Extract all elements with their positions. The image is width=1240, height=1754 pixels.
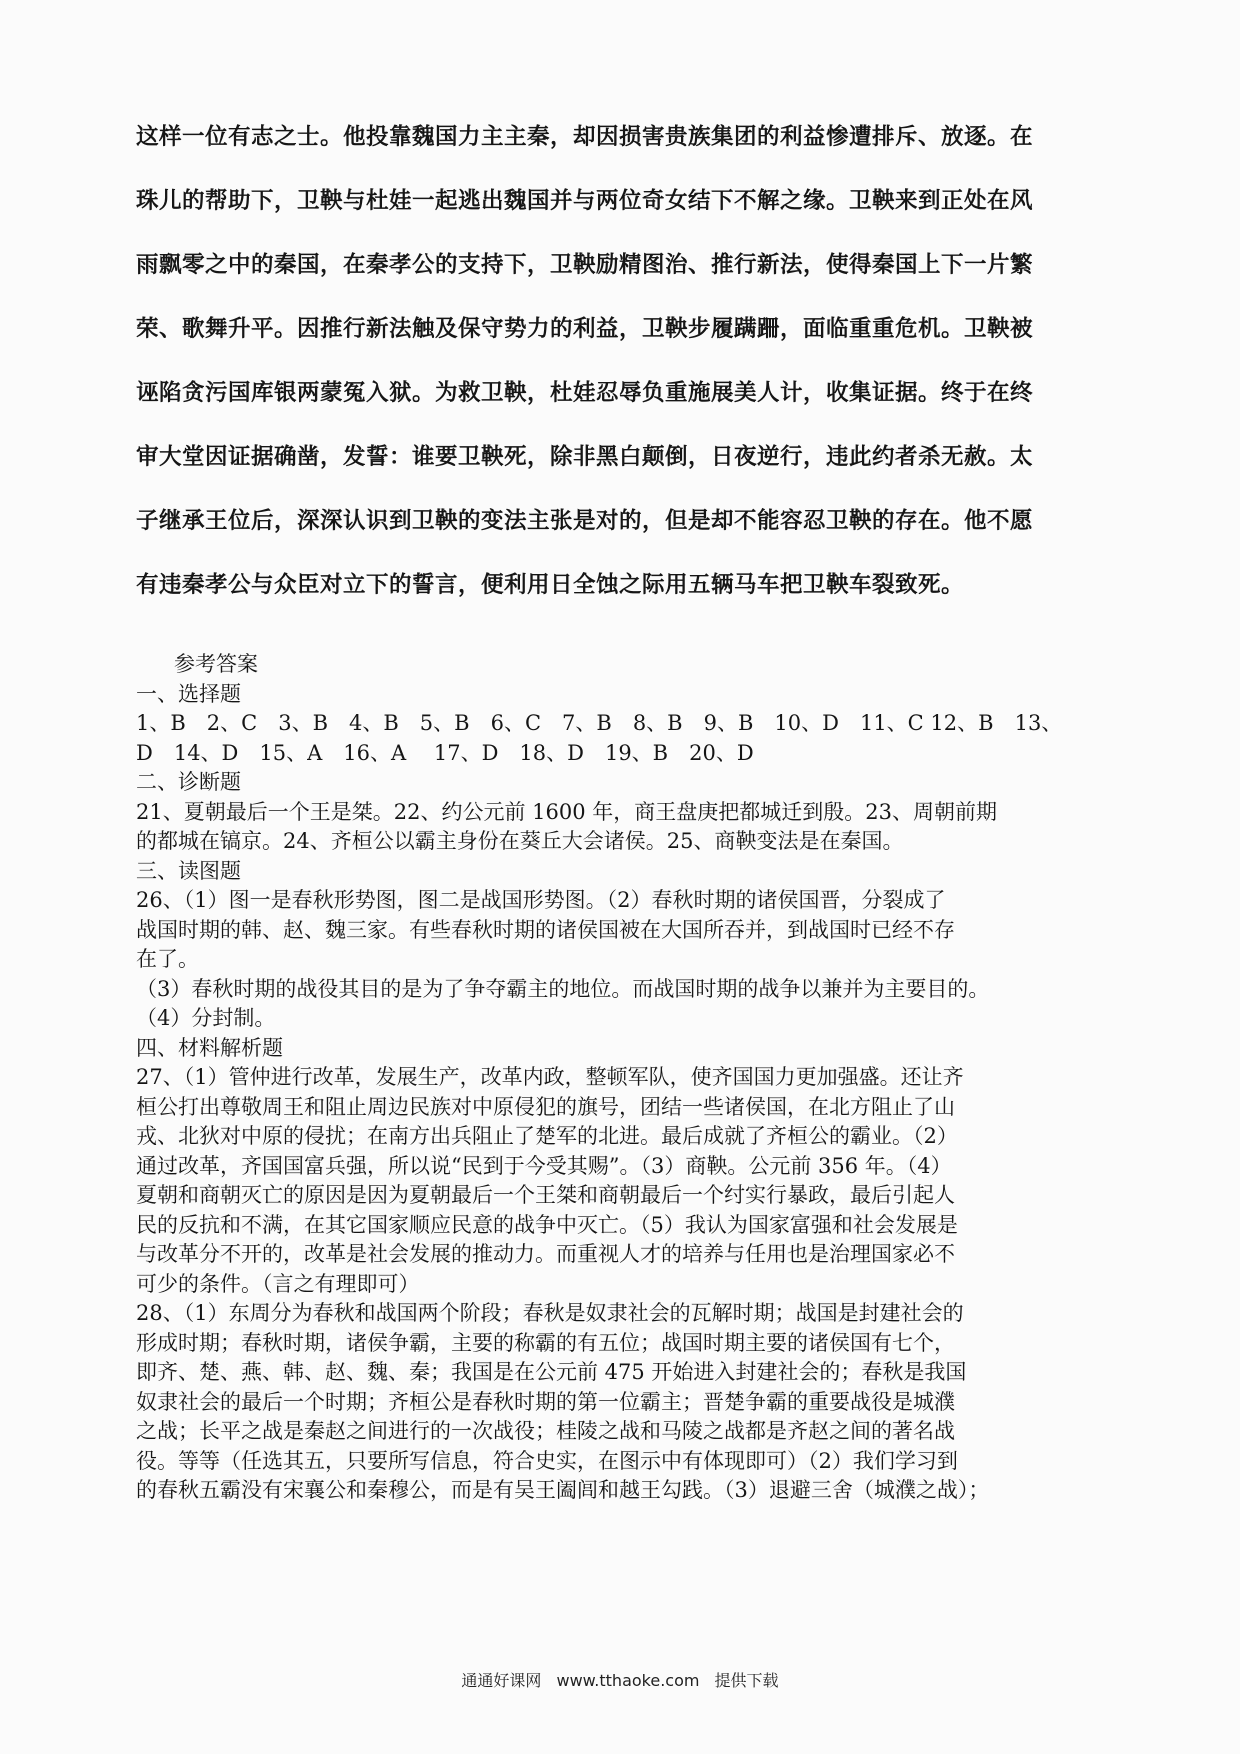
story-line: 子继承王位后，深深认识到卫鞅的变法主张是对的，但是却不能容忍卫鞅的存在。他不愿	[136, 508, 1034, 534]
section-heading-map-reading: 三、读图题	[136, 858, 241, 883]
answer-line: （4）分封制。	[136, 1006, 276, 1030]
story-line: 雨飘零之中的秦国，在秦孝公的支持下，卫鞅励精图治、推行新法，使得秦国上下一片繁	[136, 252, 1034, 278]
answer-line: 28、（1）东周分为春秋和战国两个阶段；春秋是奴隶社会的瓦解时期；战国是封建社会的	[136, 1301, 964, 1325]
section-heading-choice: 一、选择题	[136, 681, 241, 706]
answer-line: 通过改革，齐国国富兵强，所以说“民到于今受其赐”。（3）商鞅。公元前 356 年。（4）	[136, 1153, 952, 1178]
answer-line: 民的反抗和不满，在其它国家顺应民意的战争中灭亡。（5）我认为国家富强和社会发展是	[136, 1212, 958, 1237]
page-footer: 通通好课网 www.tthaoke.com 提供下载	[461, 1671, 779, 1690]
answer-line: 在了。	[136, 947, 199, 971]
answer-line: D 14、D 15、A 16、A 17、D 18、D 19、B 20、D	[136, 740, 754, 765]
answer-line: 役。等等（任选其五，只要所写信息，符合史实，在图示中有体现即可）（2）我们学习到	[136, 1448, 958, 1473]
answer-line: 1、B 2、C 3、B 4、B 5、B 6、C 7、B 8、B 9、B 10、D 11、C 12、B 13、	[136, 711, 1063, 735]
answer-line: 26、（1）图一是春秋形势图，图二是战国形势图。（2）春秋时期的诸侯国晋，分裂成了	[136, 888, 946, 912]
answer-line: 戎、北狄对中原的侵扰；在南方出兵阻止了楚军的北进。最后成就了齐桓公的霸业。（2）	[136, 1124, 958, 1148]
answer-line: （3）春秋时期的战役其目的是为了争夺霸主的地位。而战国时期的战争以兼并为主要目的。	[136, 976, 990, 1001]
answer-line: 奴隶社会的最后一个时期；齐桓公是春秋时期的第一位霸主；晋楚争霸的重要战役是城濮	[136, 1389, 955, 1414]
section-heading-material-analysis: 四、材料解析题	[136, 1035, 283, 1060]
story-line: 诬陷贪污国库银两蒙冤入狱。为救卫鞅，杜娃忍辱负重施展美人计，收集证据。终于在终	[136, 380, 1034, 406]
answer-line: 与改革分不开的，改革是社会发展的推动力。而重视人才的培养与任用也是治理国家必不	[136, 1242, 955, 1266]
story-line: 有违秦孝公与众臣对立下的誓言，便利用日全蚀之际用五辆马车把卫鞅车裂致死。	[136, 572, 965, 598]
answer-line: 即齐、楚、燕、韩、赵、魏、秦；我国是在公元前 475 开始进入封建社会的；春秋是我国	[136, 1360, 967, 1384]
section-heading-diagnosis: 二、诊断题	[136, 770, 241, 794]
story-line: 审大堂因证据确凿，发誓：谁要卫鞅死，除非黑白颠倒，日夜逆行，违此约者杀无赦。太	[136, 444, 1034, 470]
story-paragraph	[136, 105, 1116, 617]
answer-line: 的春秋五霸没有宋襄公和秦穆公，而是有吴王阖闾和越王勾践。（3）退避三舍（城濮之战）；	[136, 1478, 990, 1502]
answer-line: 的都城在镐京。24、齐桓公以霸主身份在葵丘大会诸侯。25、商鞅变法是在秦国。	[136, 829, 904, 853]
story-line: 这样一位有志之士。他投靠魏国力主主秦，却因损害贵族集团的利益惨遭排斥、放逐。在	[136, 124, 1034, 150]
answer-line: 形成时期；春秋时期，诸侯争霸，主要的称霸的有五位；战国时期主要的诸侯国有七个，	[136, 1330, 955, 1355]
answer-line: 27、（1）管仲进行改革，发展生产，改革内政，整顿军队，使齐国国力更加强盛。还让齐	[136, 1065, 964, 1089]
answer-key-title: 参考答案	[174, 652, 258, 676]
answer-line: 之战；长平之战是秦赵之间进行的一次战役；桂陵之战和马陵之战都是齐赵之间的著名战	[136, 1419, 955, 1443]
answer-line: 桓公打出尊敬周王和阻止周边民族对中原侵犯的旗号，团结一些诸侯国，在北方阻止了山	[136, 1094, 955, 1119]
answer-key	[136, 650, 1126, 1506]
answer-line: 夏朝和商朝灭亡的原因是因为夏朝最后一个王桀和商朝最后一个纣实行暴政，最后引起人	[136, 1183, 955, 1207]
answer-line: 战国时期的韩、赵、魏三家。有些春秋时期的诸侯国被在大国所吞并，到战国时已经不存	[136, 917, 955, 942]
story-line: 珠儿的帮助下，卫鞅与杜娃一起逃出魏国并与两位奇女结下不解之缘。卫鞅来到正处在风	[136, 188, 1034, 214]
answer-line: 21、夏朝最后一个王是桀。22、约公元前 1600 年，商王盘庚把都城迁到殷。23、周朝前期	[136, 799, 997, 824]
answer-line: 可少的条件。（言之有理即可）	[136, 1271, 420, 1296]
story-line: 荣、歌舞升平。因推行新法触及保守势力的利益，卫鞅步履蹒跚，面临重重危机。卫鞅被	[136, 316, 1034, 342]
